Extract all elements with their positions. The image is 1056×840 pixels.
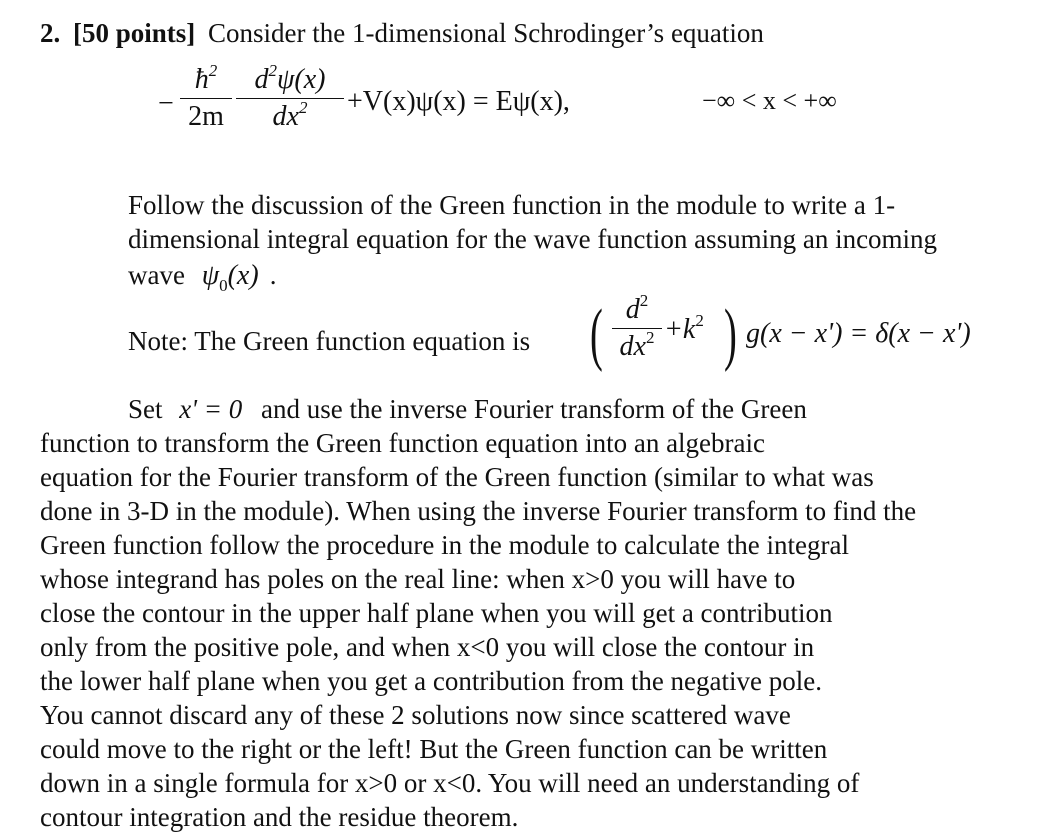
left-paren: ( [590, 296, 603, 373]
green-dx: dx [619, 331, 646, 362]
note-label: Note: The Green function equation is [128, 326, 531, 356]
eq-hbar: ħ [194, 64, 209, 95]
paragraph2-line: whose integrand has poles on the real line: when x>0 you will have to [40, 564, 796, 594]
problem-points: [50 points] [73, 18, 196, 48]
eq-rest: +V(x)ψ(x) = Eψ(x), [347, 86, 570, 117]
paragraph2-line1-rest: and use the inverse Fourier transform of the Green [261, 394, 807, 424]
eq-hbar-exp: 2 [208, 61, 218, 80]
green-dx-exp: 2 [645, 328, 655, 347]
problem-number: 2. [40, 18, 61, 48]
paragraph2-line: close the contour in the upper half plane when you will get a contribution [40, 598, 833, 628]
eq-dx-exp: 2 [298, 98, 308, 117]
incoming-wave [201, 260, 266, 295]
paragraph1-period: . [269, 260, 277, 290]
problem-title: Consider the 1-dimensional Schrodinger’s equation [208, 18, 764, 48]
paragraph2-line1 [128, 392, 807, 426]
paragraph2-line: function to transform the Green function equation into an algebraic [40, 428, 766, 458]
psi0-sub: 0 [219, 276, 228, 295]
problem-header [40, 16, 764, 50]
eq-d: d [254, 64, 269, 95]
eq-frac-hbar [180, 62, 232, 135]
eq-frac-second-derivative [236, 62, 344, 135]
green-k-exp: 2 [695, 311, 704, 330]
green-rhs: g(x − x') = δ(x − x') [746, 318, 971, 349]
paragraph2-line: You cannot discard any of these 2 solutions now since scattered wave [40, 700, 791, 730]
eq-2m: 2m [188, 101, 224, 132]
green-plus-k [664, 311, 704, 346]
set-word: Set [128, 394, 163, 424]
paragraph1-line2: dimensional integral equation for the wave function assuming an incoming [128, 224, 938, 254]
paragraph2-line: could move to the right or the left! But the Green function can be written [40, 734, 828, 764]
paragraph2-line: Green function follow the procedure in the module to calculate the integral [40, 530, 849, 560]
paragraph2-line: contour integration and the residue theorem. [40, 802, 519, 832]
paragraph2-line: equation for the Fourier transform of the Green function (similar to what was [40, 462, 874, 492]
paragraph2-line: the lower half plane when you get a contribution from the negative pole. [40, 666, 822, 696]
eq-d-exp: 2 [268, 61, 278, 80]
wave-label: wave [128, 260, 185, 290]
psi0-arg: (x) [227, 260, 259, 291]
green-k: +k [664, 314, 696, 345]
right-paren: ) [724, 296, 737, 373]
eq-dx: dx [272, 101, 299, 132]
paragraph2-line: down in a single formula for x>0 or x<0. You will need an understanding of [40, 768, 860, 798]
eq-minus: − [158, 88, 174, 119]
psi0: ψ [201, 260, 220, 291]
green-frac [612, 292, 662, 365]
paragraph2-line: done in 3-D in the module). When using the inverse Fourier transform to find the [40, 496, 917, 526]
eq-psi-x: ψ(x) [277, 64, 326, 95]
eq-range: −∞ < x < +∞ [702, 86, 837, 115]
paragraph2-line: only from the positive pole, and when x<0 you will close the contour in [40, 632, 815, 662]
paragraph1-line1: Follow the discussion of the Green function in the module to write a 1- [128, 190, 896, 220]
green-d: d [625, 294, 640, 325]
set-equation: x' = 0 [179, 394, 243, 424]
green-d-exp: 2 [639, 291, 649, 310]
paragraph1-line3 [128, 258, 276, 296]
